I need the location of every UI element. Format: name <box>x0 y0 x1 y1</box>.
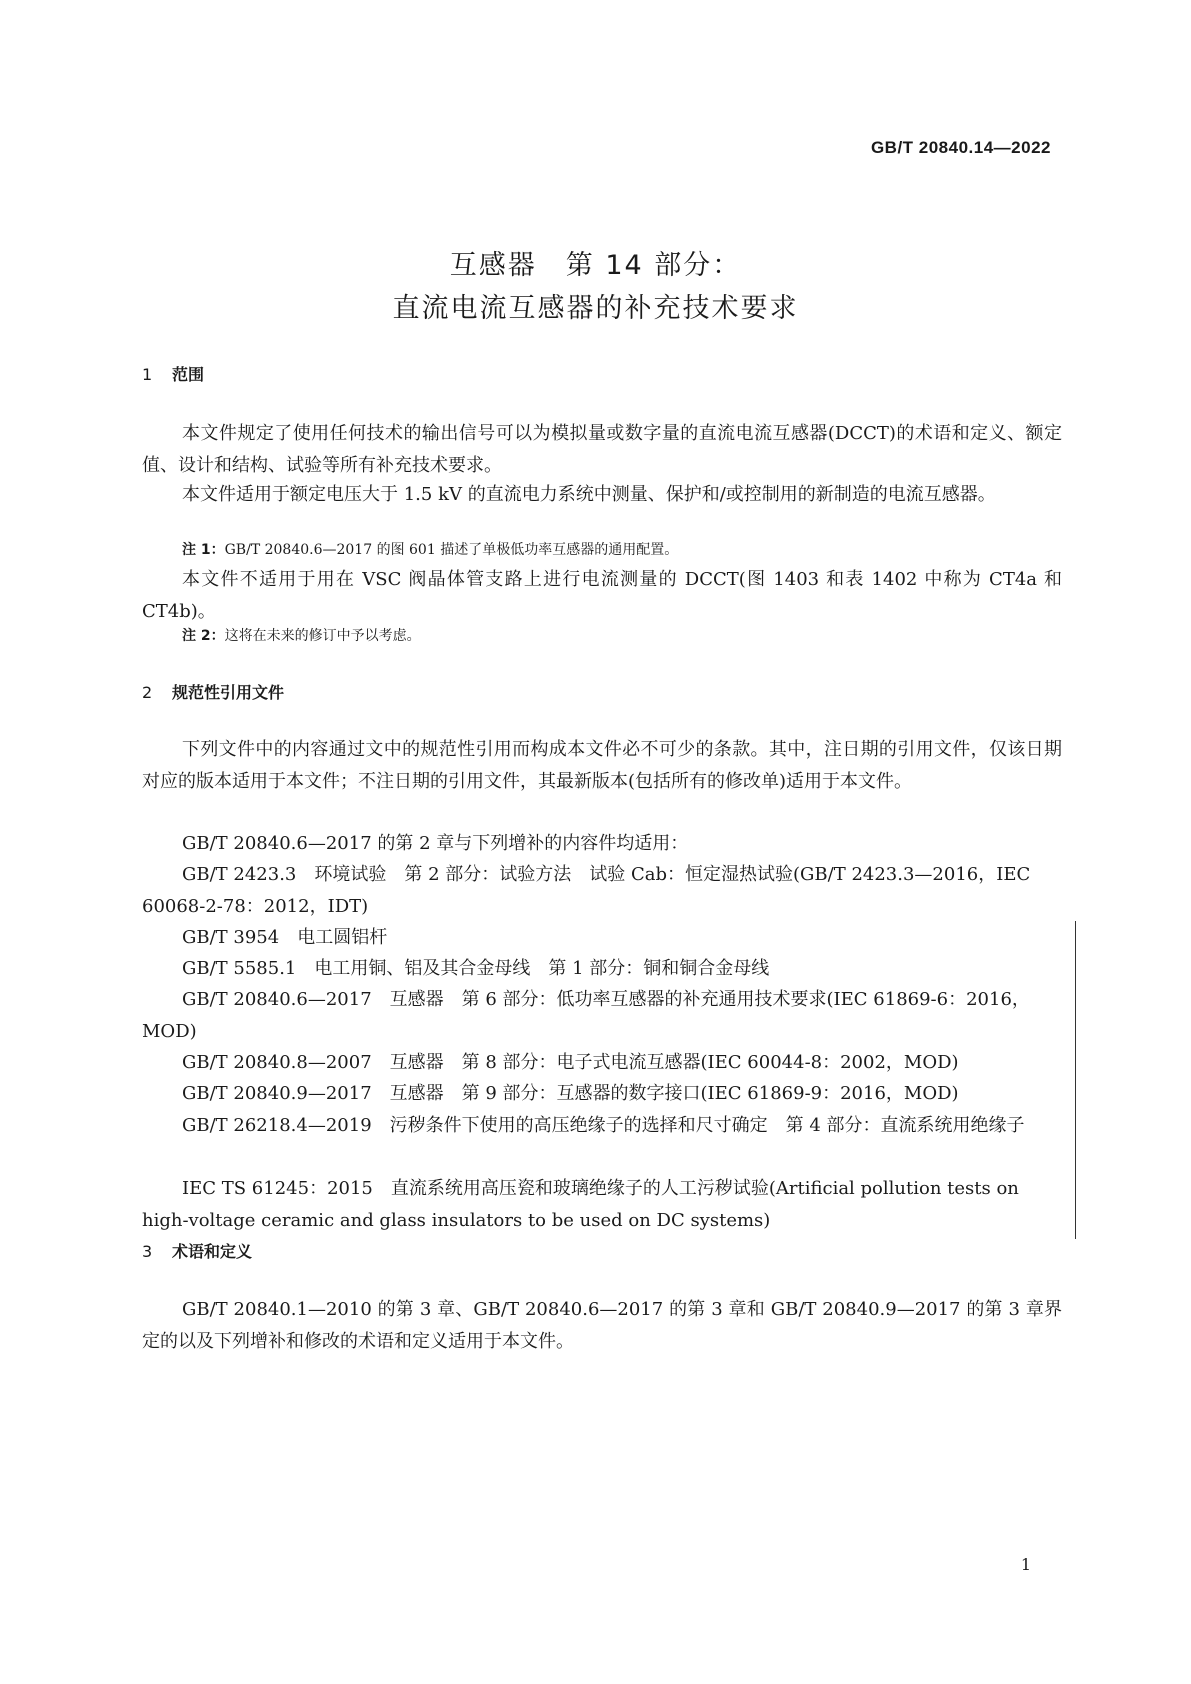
paragraph: 本文件不适用于用在 VSC 阀晶体管支路上进行电流测量的 DCCT(图 1403 和表 1402 中称为 CT4a 和 CT4b)。 <box>142 569 1062 622</box>
reference-item: GB/T 3954 电工圆铝杆 <box>182 927 388 948</box>
reference-item: GB/T 2423.3 环境试验 第 2 部分：试验方法 试验 Cab：恒定湿热试验(GB/T 2423.3—2016，IEC 60068-2-78：2012，IDT) <box>142 864 1031 917</box>
page-number: 1 <box>1020 1555 1031 1574</box>
paragraph: GB/T 20840.6—2017 的第 2 章与下列增补的内容件均适用： <box>182 833 689 854</box>
paragraph: 下列文件中的内容通过文中的规范性引用而构成本文件必不可少的条款。其中，注日期的引用文件，仅该日期对应的版本适用于本文件；不注日期的引用文件，其最新版本(包括所有的修改单)适用于本文件。 <box>142 739 1062 792</box>
note-2 <box>182 626 421 646</box>
section-number: 3 <box>142 1242 153 1261</box>
standard-number: GB/T 20840.14—2022 <box>870 138 1051 157</box>
reference-item: GB/T 26218.4—2019 污秽条件下使用的高压绝缘子的选择和尺寸确定 第 4 部分：直流系统用绝缘子 <box>182 1115 1025 1136</box>
section-number: 2 <box>142 683 153 702</box>
section-title: 范围 <box>172 365 205 384</box>
reference-item: GB/T 20840.6—2017 互感器 第 6 部分：低功率互感器的补充通用技术要求(IEC 61869-6：2016，MOD) <box>142 989 1030 1042</box>
reference-item: GB/T 5585.1 电工用铜、铝及其合金母线 第 1 部分：铜和铜合金母线 <box>182 958 770 979</box>
section-title: 规范性引用文件 <box>172 683 285 702</box>
document-title-line2: 直流电流互感器的补充技术要求 <box>392 293 799 324</box>
paragraph: 本文件规定了使用任何技术的输出信号可以为模拟量或数字量的直流电流互感器(DCCT)的术语和定义、额定值、设计和结构、试验等所有补充技术要求。 <box>142 423 1062 476</box>
reference-item: GB/T 20840.9—2017 互感器 第 9 部分：互感器的数字接口(IEC 61869-9：2016，MOD) <box>182 1083 959 1104</box>
note-1 <box>182 540 678 560</box>
section-heading-scope <box>142 362 204 385</box>
note-text: 这将在未来的修订中予以考虑。 <box>224 628 421 644</box>
section-number: 1 <box>142 365 153 384</box>
paragraph: 本文件适用于额定电压大于 1.5 kV 的直流电力系统中测量、保护和/或控制用的新制造的电流互感器。 <box>182 484 996 505</box>
change-bar <box>1075 921 1076 1239</box>
section-title: 术语和定义 <box>172 1242 253 1261</box>
note-label: 注 2： <box>182 628 225 644</box>
section-heading-terms-and-definitions <box>142 1239 252 1262</box>
paragraph: GB/T 20840.1—2010 的第 3 章、GB/T 20840.6—2017 的第 3 章和 GB/T 20840.9—2017 的第 3 章界定的以及下列增补和修改的术语和定义适用于本文件。 <box>142 1299 1062 1352</box>
document-title-line1: 互感器 第 14 部分： <box>449 250 742 281</box>
reference-item: IEC TS 61245：2015 直流系统用高压瓷和玻璃绝缘子的人工污秽试验(Artificial pollution tests on high-voltage ceramic and glass insulators to be used on DC systems) <box>142 1178 1019 1231</box>
note-text: GB/T 20840.6—2017 的图 601 描述了单极低功率互感器的通用配置。 <box>224 542 679 558</box>
section-heading-normative-references <box>142 680 284 703</box>
reference-item: GB/T 20840.8—2007 互感器 第 8 部分：电子式电流互感器(IEC 60044-8：2002，MOD) <box>182 1052 959 1073</box>
note-label: 注 1： <box>182 542 225 558</box>
